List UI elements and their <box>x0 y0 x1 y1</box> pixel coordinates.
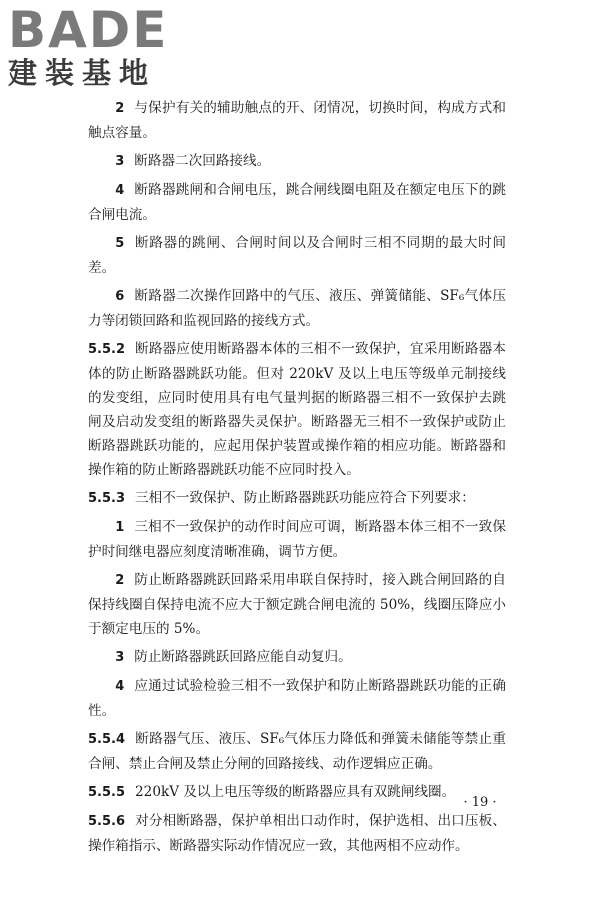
list-item <box>88 231 506 280</box>
clause <box>88 780 506 805</box>
item-number: 1 <box>115 520 125 535</box>
item-number: 4 <box>115 679 125 694</box>
clause <box>88 486 506 511</box>
clause-text: 对分相断路器，保护单相出口动作时，保护选相、出口压板、操作箱指示、断路器实际动作情况应一致，其他两相不应动作。 <box>88 813 506 854</box>
item-number: 3 <box>115 154 125 169</box>
item-text: 断路器二次回路接线。 <box>134 153 271 169</box>
clause <box>88 727 506 776</box>
list-item <box>88 568 506 641</box>
list-item <box>88 674 506 723</box>
item-text: 与保护有关的辅助触点的开、闭情况，切换时间，构成方式和触点容量。 <box>88 100 506 141</box>
item-text: 三相不一致保护的动作时间应可调，断路器本体三相不一致保护时间继电器应刻度清晰准确，调节方便。 <box>88 519 506 560</box>
item-number: 2 <box>115 573 125 588</box>
logo-wordmark: BADE <box>8 1 169 59</box>
list-item <box>88 515 506 564</box>
clause <box>88 337 506 482</box>
clause-number: 5.5.6 <box>88 814 126 829</box>
list-item <box>88 645 506 670</box>
clause-number: 5.5.3 <box>88 491 126 506</box>
item-text: 断路器的跳闸、合闸时间以及合闸时三相不同期的最大时间差。 <box>88 235 506 276</box>
logo <box>8 1 178 90</box>
item-number: 3 <box>115 650 125 665</box>
logo-subtitle: 建装基地 <box>8 56 157 90</box>
clause <box>88 809 506 858</box>
list-item <box>88 178 506 227</box>
item-number: 4 <box>115 183 125 198</box>
clause-text: 220kV 及以上电压等级的断路器应具有双跳闸线圈。 <box>135 784 456 800</box>
item-text: 防止断路器跳跃回路应能自动复归。 <box>134 649 352 665</box>
document-body <box>88 96 506 862</box>
item-number: 2 <box>115 101 125 116</box>
page-number: · 19 · <box>463 795 497 810</box>
clause-text: 断路器气压、液压、SF₆气体压力降低和弹簧未储能等禁止重合闸、禁止合闸及禁止分闸的回路接线、动作逻辑应正确。 <box>88 731 506 772</box>
clause-number: 5.5.2 <box>88 342 126 357</box>
item-text: 断路器二次操作回路中的气压、液压、弹簧储能、SF₆气体压力等闭锁回路和监视回路的接线方式。 <box>88 288 506 329</box>
item-text: 应通过试验检验三相不一致保护和防止断路器跳跃功能的正确性。 <box>88 678 506 719</box>
clause-text: 断路器应使用断路器本体的三相不一致保护，宜采用断路器本体的防止断路器跳跃功能。但对 220kV 及以上电压等级单元制接线的发变组，应同时使用具有电气量判据的断路器三相不一致保护去跳闸及启动发变组的断路器失灵保护。断路器无三相不一致保护或防止断路器跳跃功能的，应起用保护装置或操作箱的相应功能。断路器和操作箱的防止断路器跳跃功能不应同时投入。 <box>88 341 506 478</box>
item-number: 6 <box>115 289 125 304</box>
list-item <box>88 149 506 174</box>
clause-number: 5.5.5 <box>88 785 126 800</box>
item-number: 5 <box>115 236 125 251</box>
item-text: 防止断路器跳跃回路采用串联自保持时，接入跳合闸回路的自保持线圈自保持电流不应大于额定跳合闸电流的 50%，线圈压降应小于额定电压的 5%。 <box>88 572 506 637</box>
item-text: 断路器跳闸和合闸电压，跳合闸线圈电阻及在额定电压下的跳合闸电流。 <box>88 182 506 223</box>
list-item <box>88 96 506 145</box>
clause-text: 三相不一致保护、防止断路器跳跃功能应符合下列要求： <box>135 490 475 506</box>
clause-number: 5.5.4 <box>88 732 126 747</box>
list-item <box>88 284 506 333</box>
